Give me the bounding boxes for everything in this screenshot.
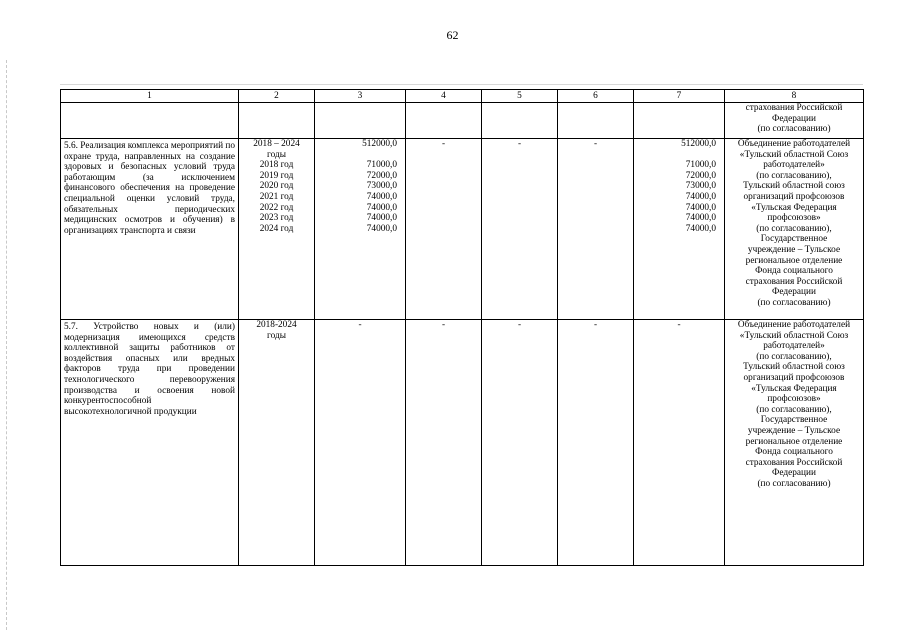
org-line: (по согласованию): [757, 124, 831, 135]
year-line: 2022 год: [259, 202, 294, 213]
org-line: «Тульская Федерация: [751, 383, 837, 394]
org-line: профсоюзов»: [767, 213, 821, 224]
col5-value: -: [482, 139, 558, 320]
org-line: Тульский областной союз: [743, 362, 845, 373]
year-line: 2020 год: [259, 181, 294, 192]
amount-value: 512000,0: [362, 139, 397, 149]
org-line: «Тульская Федерация: [751, 202, 837, 213]
header-row: [61, 90, 864, 103]
col-header-4: 4: [406, 90, 482, 103]
org-line: (по согласованию): [757, 478, 831, 489]
org-line: работодателей»: [763, 341, 825, 352]
measure-description: 5.6. Реализация комплекса мероприятий по охране труда, направленных на создание здоровых и безопасных условий труда работающим (за исключением финансового обеспечения на проведение специальной оценки условий труда, обязательных периодических медицинских осмотров и обучения) в организациях транспорта и связи: [61, 139, 239, 320]
amount-value: 74000,0: [366, 223, 397, 234]
org-line: Государственное: [760, 234, 828, 245]
amount-value: 74000,0: [366, 213, 397, 224]
org-line: организаций профсоюзов: [743, 372, 845, 383]
year-line: 2021 год: [259, 191, 294, 202]
amount-value: [317, 150, 397, 161]
col-header-2: 2: [239, 90, 315, 103]
col3-value: -: [315, 320, 406, 566]
col6-value: -: [558, 320, 634, 566]
col-header-1: 1: [61, 90, 239, 103]
col7-cell: [634, 139, 725, 320]
margin-dashes: [6, 60, 7, 630]
amount-value: 71000,0: [685, 160, 716, 171]
col-header-8: 8: [725, 90, 864, 103]
org-line: Федерации: [772, 287, 816, 298]
amount-value: [636, 150, 716, 161]
org-line: страхования Российской: [745, 103, 843, 113]
org-line: (по согласованию),: [756, 170, 832, 181]
year-line: 2019 год: [259, 170, 294, 181]
amount-value: 73000,0: [366, 181, 397, 192]
col-header-3: 3: [315, 90, 406, 103]
measure-description: 5.7. Устройство новых и (или) модернизация имеющихся средств коллективной защиты работников от воздействия опасных или вредных факторов труда при проведении технологического перевооружения производства и освоения новой конкурентоспособной высокотехнологичной продукции: [61, 320, 239, 566]
org-line: страхования Российской: [745, 276, 843, 287]
org-line: Тульский областной союз: [743, 181, 845, 192]
col-header-6: 6: [558, 90, 634, 103]
org-line: (по согласованию),: [756, 351, 832, 362]
amount-value: 74000,0: [685, 191, 716, 202]
funding-total-cell: [315, 139, 406, 320]
amount-value: 74000,0: [685, 202, 716, 213]
years-cell: [239, 320, 315, 566]
org-line: (по согласованию): [757, 297, 831, 308]
col4-value: -: [406, 320, 482, 566]
table-row: [61, 139, 864, 320]
org-line: Фонда социального: [755, 447, 833, 458]
amount-value: 74000,0: [366, 202, 397, 213]
header-rule: [60, 84, 863, 85]
amount-value: 73000,0: [685, 181, 716, 192]
col-header-5: 5: [482, 90, 558, 103]
org-line: региональное отделение: [745, 436, 843, 447]
year-line: 2023 год: [259, 213, 294, 224]
continuation-row: [61, 103, 864, 139]
org-line: региональное отделение: [745, 255, 843, 266]
org-line: профсоюзов»: [767, 394, 821, 405]
org-line: (по согласованию),: [756, 223, 832, 234]
year-line: 2024 год: [259, 223, 294, 234]
year-line: годы: [267, 330, 286, 341]
continuation-org-cell: [725, 103, 864, 139]
org-line: учреждение – Тульское: [747, 425, 841, 436]
org-line: Государственное: [760, 415, 828, 426]
org-line: «Тульский областной Союз: [739, 149, 849, 160]
responsible-org-cell: [725, 320, 864, 566]
measures-table: [60, 89, 864, 566]
col-header-7: 7: [634, 90, 725, 103]
amount-value: 74000,0: [685, 213, 716, 224]
amount-value: 74000,0: [685, 223, 716, 234]
org-line: Объединение работодателей: [737, 139, 851, 149]
amount-value: 74000,0: [366, 191, 397, 202]
responsible-org-cell: [725, 139, 864, 320]
col7-value: -: [634, 320, 725, 566]
year-line: 2018 год: [259, 160, 294, 171]
page-number: 62: [446, 28, 459, 42]
org-line: Федерации: [772, 468, 816, 479]
table-row: [61, 320, 864, 566]
amount-value: 72000,0: [685, 170, 716, 181]
amount-value: 72000,0: [366, 170, 397, 181]
years-cell: [239, 139, 315, 320]
col6-value: -: [558, 139, 634, 320]
col4-value: -: [406, 139, 482, 320]
org-line: страхования Российской: [745, 457, 843, 468]
org-line: работодателей»: [763, 160, 825, 171]
org-line: Федерации: [772, 113, 816, 124]
year-line: годы: [267, 149, 286, 160]
org-line: «Тульский областной Союз: [739, 330, 849, 341]
year-line: 2018-2024: [256, 320, 297, 330]
org-line: Фонда социального: [755, 266, 833, 277]
year-line: 2018 – 2024: [253, 139, 300, 149]
col5-value: -: [482, 320, 558, 566]
amount-value: 71000,0: [366, 160, 397, 171]
org-line: учреждение – Тульское: [747, 244, 841, 255]
org-line: организаций профсоюзов: [743, 191, 845, 202]
amount-value: 512000,0: [681, 139, 716, 149]
org-line: Объединение работодателей: [737, 320, 851, 330]
org-line: (по согласованию),: [756, 404, 832, 415]
